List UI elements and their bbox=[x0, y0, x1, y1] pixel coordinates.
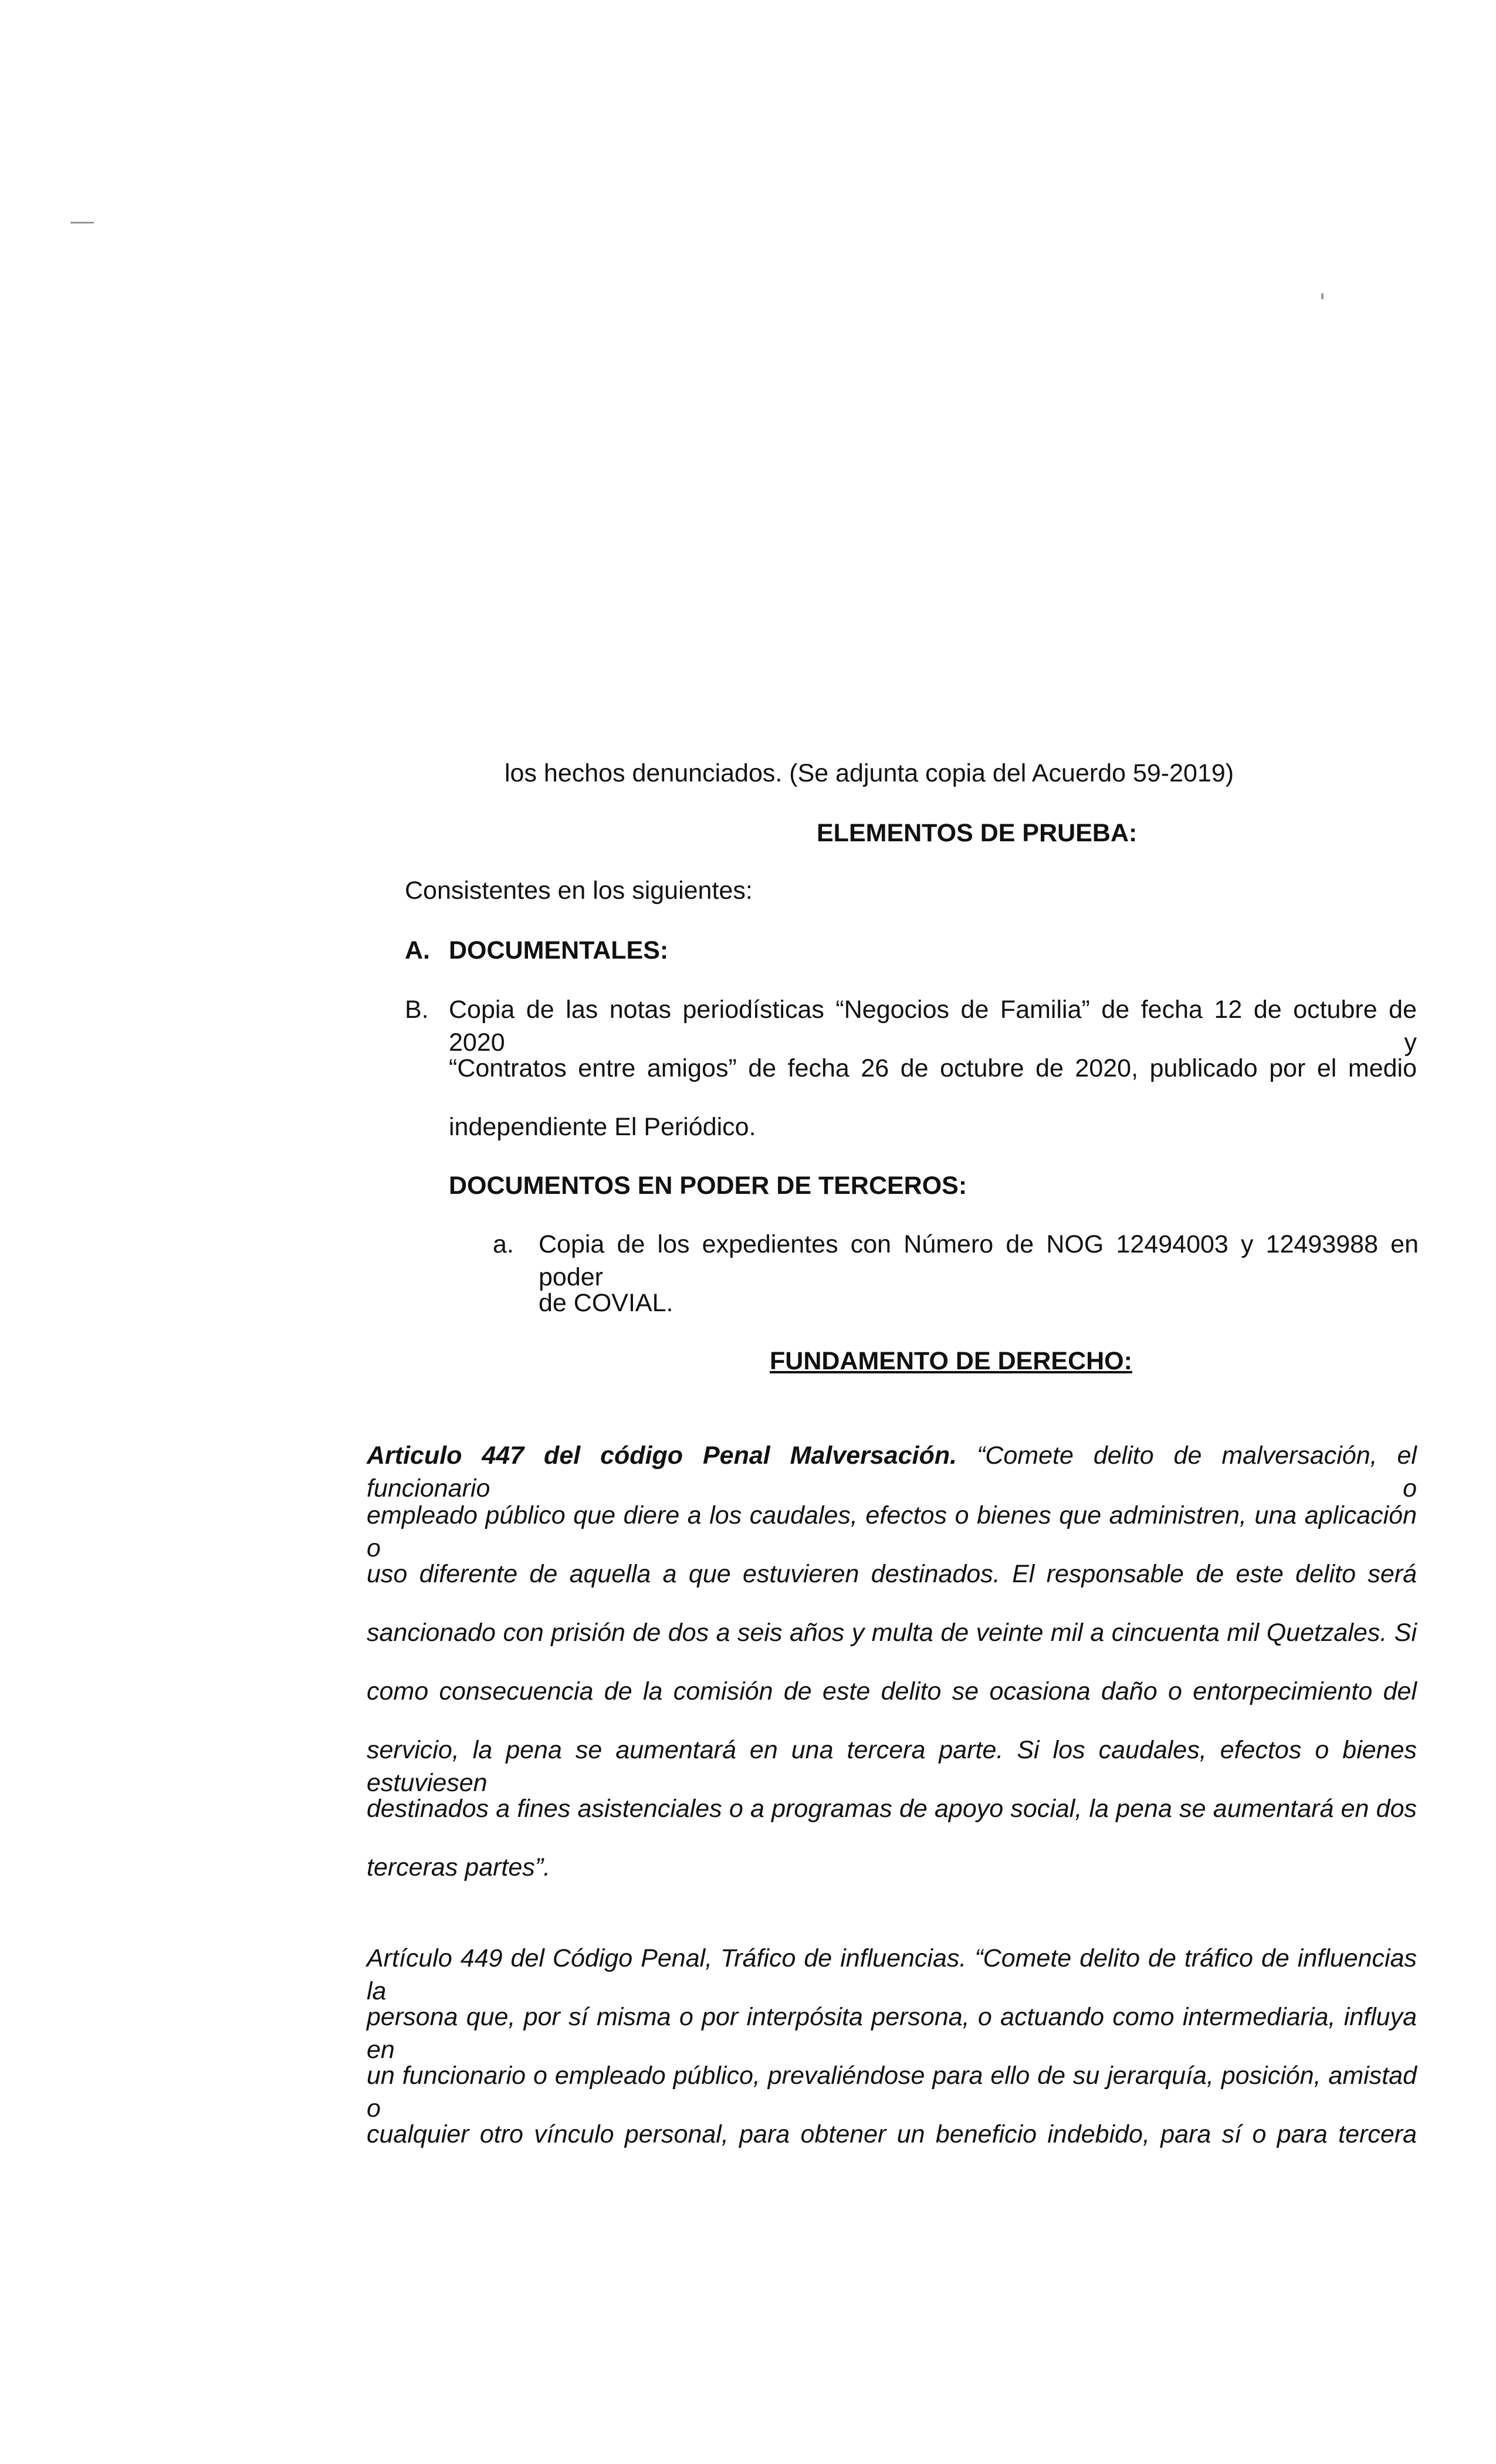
sub-item-line: Copia de los expedientes con Número de NOG 12494003 y 12493988 en poder bbox=[539, 1230, 1419, 1291]
article-447-line: terceras partes”. bbox=[367, 1853, 551, 1881]
article-447-first-line bbox=[367, 1439, 1417, 1505]
item-b-line: independiente El Periódico. bbox=[449, 1113, 756, 1141]
article-449-line: Artículo 449 del Código Penal, Tráfico de influencias. “Comete delito de tráfico de influencias la bbox=[367, 1944, 1417, 2005]
article-449-line: un funcionario o empleado público, prevaliéndose para ello de su jerarquía, posición, amistad o bbox=[367, 2062, 1417, 2123]
item-a-marker: A. bbox=[405, 936, 430, 964]
article-449-line: persona que, por sí misma o por interpósita persona, o actuando como intermediaria, influya en bbox=[367, 2003, 1417, 2064]
article-447-line: servicio, la pena se aumentará en una tercera parte. Si los caudales, efectos o bienes estuviesen bbox=[367, 1736, 1417, 1797]
article-447-title: Articulo 447 del código Penal Malversación. bbox=[367, 1441, 957, 1470]
item-b-line: Copia de las notas periodísticas “Negocios de Familia” de fecha 12 de octubre de 2020 y bbox=[449, 996, 1417, 1057]
scan-mark bbox=[1321, 293, 1324, 299]
article-447-quote-start: “Comete delito de malversación, el funcionario o bbox=[367, 1441, 1417, 1502]
article-447-line: empleado público que diere a los caudales, efectos o bienes que administren, una aplicación o bbox=[367, 1501, 1417, 1562]
item-b-marker: B. bbox=[405, 996, 429, 1024]
article-449-line: cualquier otro vínculo personal, para obtener un beneficio indebido, para sí o para tercera bbox=[367, 2120, 1417, 2148]
article-447-line: sancionado con prisión de dos a seis años y multa de veinte mil a cincuenta mil Quetzales. Si bbox=[367, 1619, 1417, 1647]
item-a-label: DOCUMENTALES: bbox=[449, 936, 669, 964]
evidence-intro: Consistentes en los siguientes: bbox=[405, 876, 753, 905]
article-447-line: uso diferente de aquella a que estuvieren destinados. El responsable de este delito será bbox=[367, 1560, 1417, 1588]
item-b-line: “Contratos entre amigos” de fecha 26 de octubre de 2020, publicado por el medio bbox=[449, 1054, 1417, 1082]
article-447-line: como consecuencia de la comisión de este delito se ocasiona daño o entorpecimiento del bbox=[367, 1677, 1417, 1705]
legal-basis-heading: FUNDAMENTO DE DERECHO: bbox=[770, 1347, 1132, 1375]
sub-item-line: de COVIAL. bbox=[539, 1289, 673, 1317]
article-447-line: destinados a fines asistenciales o a programas de apoyo social, la pena se aumentará en dos bbox=[367, 1795, 1417, 1823]
intro-line: los hechos denunciados. (Se adjunta copia del Acuerdo 59-2019) bbox=[505, 759, 1234, 787]
third-party-heading: DOCUMENTOS EN PODER DE TERCEROS: bbox=[449, 1172, 967, 1200]
scan-mark bbox=[70, 222, 94, 224]
evidence-heading: ELEMENTOS DE PRUEBA: bbox=[817, 819, 1138, 847]
sub-item-marker: a. bbox=[493, 1230, 514, 1258]
